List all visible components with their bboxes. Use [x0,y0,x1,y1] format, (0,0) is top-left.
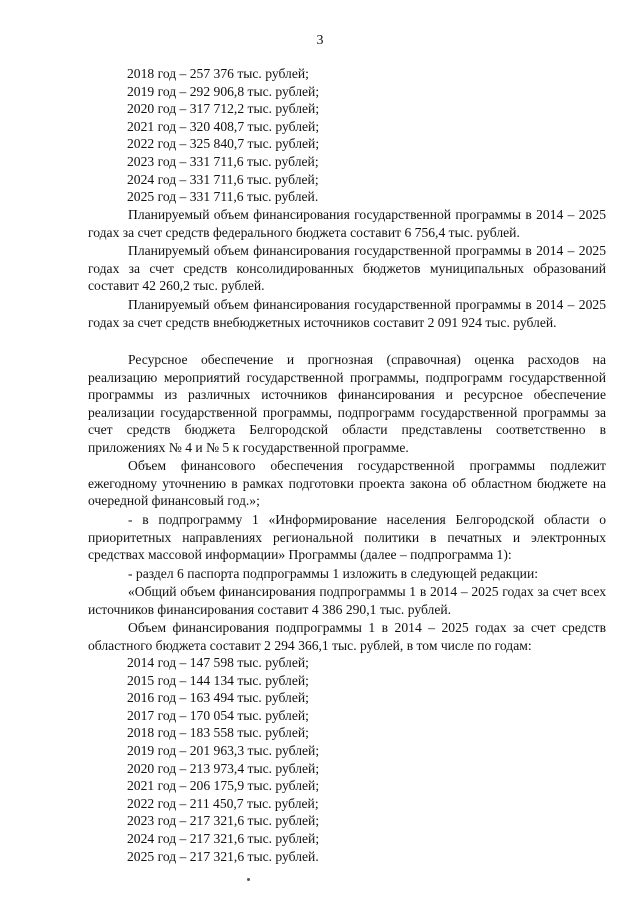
paragraph-text: Планируемый объем финансирования государственной программы в 2014 – 2025 годах за счет средств федерального бюджета составит 6 756,4 тыс. рублей. [88,207,606,240]
page-number: 3 [316,33,324,48]
paragraph-total-funding [88,583,606,618]
list-item: 2023 год – 217 321,6 тыс. рублей; [127,813,320,829]
list-item: 2023 год – 331 711,6 тыс. рублей; [127,153,319,169]
list-item: 2019 год – 201 963,3 тыс. рублей; [127,742,320,758]
list-item: 2015 год – 144 134 тыс. рублей; [127,672,309,688]
list-item: 2024 год – 217 321,6 тыс. рублей; [127,830,320,846]
paragraph-resource-provision [88,351,606,457]
paragraph-text: «Общий объем финансирования подпрограммы 1 в 2014 – 2025 годах за счет всех источников финансирования составит 4 386 290,1 тыс. рублей. [88,584,606,617]
paragraph-section-6 [88,565,606,583]
list-item: 2020 год – 213 973,4 тыс. рублей; [127,760,320,776]
list-item: 2021 год – 320 408,7 тыс. рублей; [127,118,320,134]
paragraph-annual-adjustment [88,457,606,510]
funding-list-2018-2025 [127,65,319,206]
list-item: 2014 год – 147 598 тыс. рублей; [127,655,309,670]
paragraph-extrabudgetary [88,296,606,331]
paragraph-text: Объем финансового обеспечения государственной программы подлежит ежегодному уточнению в рамках подготовки проекта закона об областном бюджете на очередной финансовый год.»; [88,458,606,509]
paragraph-subprogram-1 [88,511,606,564]
list-item: 2022 год – 211 450,7 тыс. рублей; [127,795,319,811]
list-item: 2020 год – 317 712,2 тыс. рублей; [127,101,320,117]
list-item: 2025 год – 331 711,6 тыс. рублей. [127,189,319,205]
paragraph-text: Ресурсное обеспечение и прогнозная (справочная) оценка расходов на реализацию мероприятий государственной программы, подпрограмм государственной программы из различных источников финансирования и ресурсное обеспечение реализации государственной программы, подпрограмм государственной программы за счет средств бюджета Белгородской области представлены соответственно в приложениях № 4 и № 5 к государственной программе. [88,352,606,455]
paragraph-text: Планируемый объем финансирования государственной программы в 2014 – 2025 годах за счет средств консолидированных бюджетов муниципальных образований составит 42 260,2 тыс. рублей. [88,243,606,294]
list-item: 2024 год – 331 711,6 тыс. рублей; [127,171,319,187]
paragraph-text: Объем финансирования подпрограммы 1 в 2014 – 2025 годах за счет средств областного бюджета составит 2 294 366,1 тыс. рублей, в том числе по годам: [88,620,606,653]
list-item: 2018 год – 183 558 тыс. рублей; [127,725,309,741]
funding-list-2014-2025 [127,654,319,865]
list-item: 2025 год – 217 321,6 тыс. рублей. [127,848,319,864]
paragraph-regional-budget [88,619,606,654]
paragraph-municipal-budgets [88,242,606,295]
paragraph-federal-budget [88,206,606,241]
list-item: 2016 год – 163 494 тыс. рублей; [127,690,309,706]
scan-speck [247,878,250,881]
list-item: 2018 год – 257 376 тыс. рублей; [127,66,309,81]
paragraph-text: - в подпрограмму 1 «Информирование населения Белгородской области о приоритетных направлениях региональной политики в печатных и электронных средствах массовой информации» Программы (далее – подпрограмма 1): [88,512,606,563]
paragraph-text: - раздел 6 паспорта подпрограммы 1 изложить в следующей редакции: [128,566,539,581]
list-item: 2017 год – 170 054 тыс. рублей; [127,707,309,723]
list-item: 2019 год – 292 906,8 тыс. рублей; [127,83,320,99]
list-item: 2021 год – 206 175,9 тыс. рублей; [127,778,320,794]
list-item: 2022 год – 325 840,7 тыс. рублей; [127,136,320,152]
paragraph-text: Планируемый объем финансирования государственной программы в 2014 – 2025 годах за счет средств внебюджетных источников составит 2 091 924 тыс. рублей. [88,297,606,330]
